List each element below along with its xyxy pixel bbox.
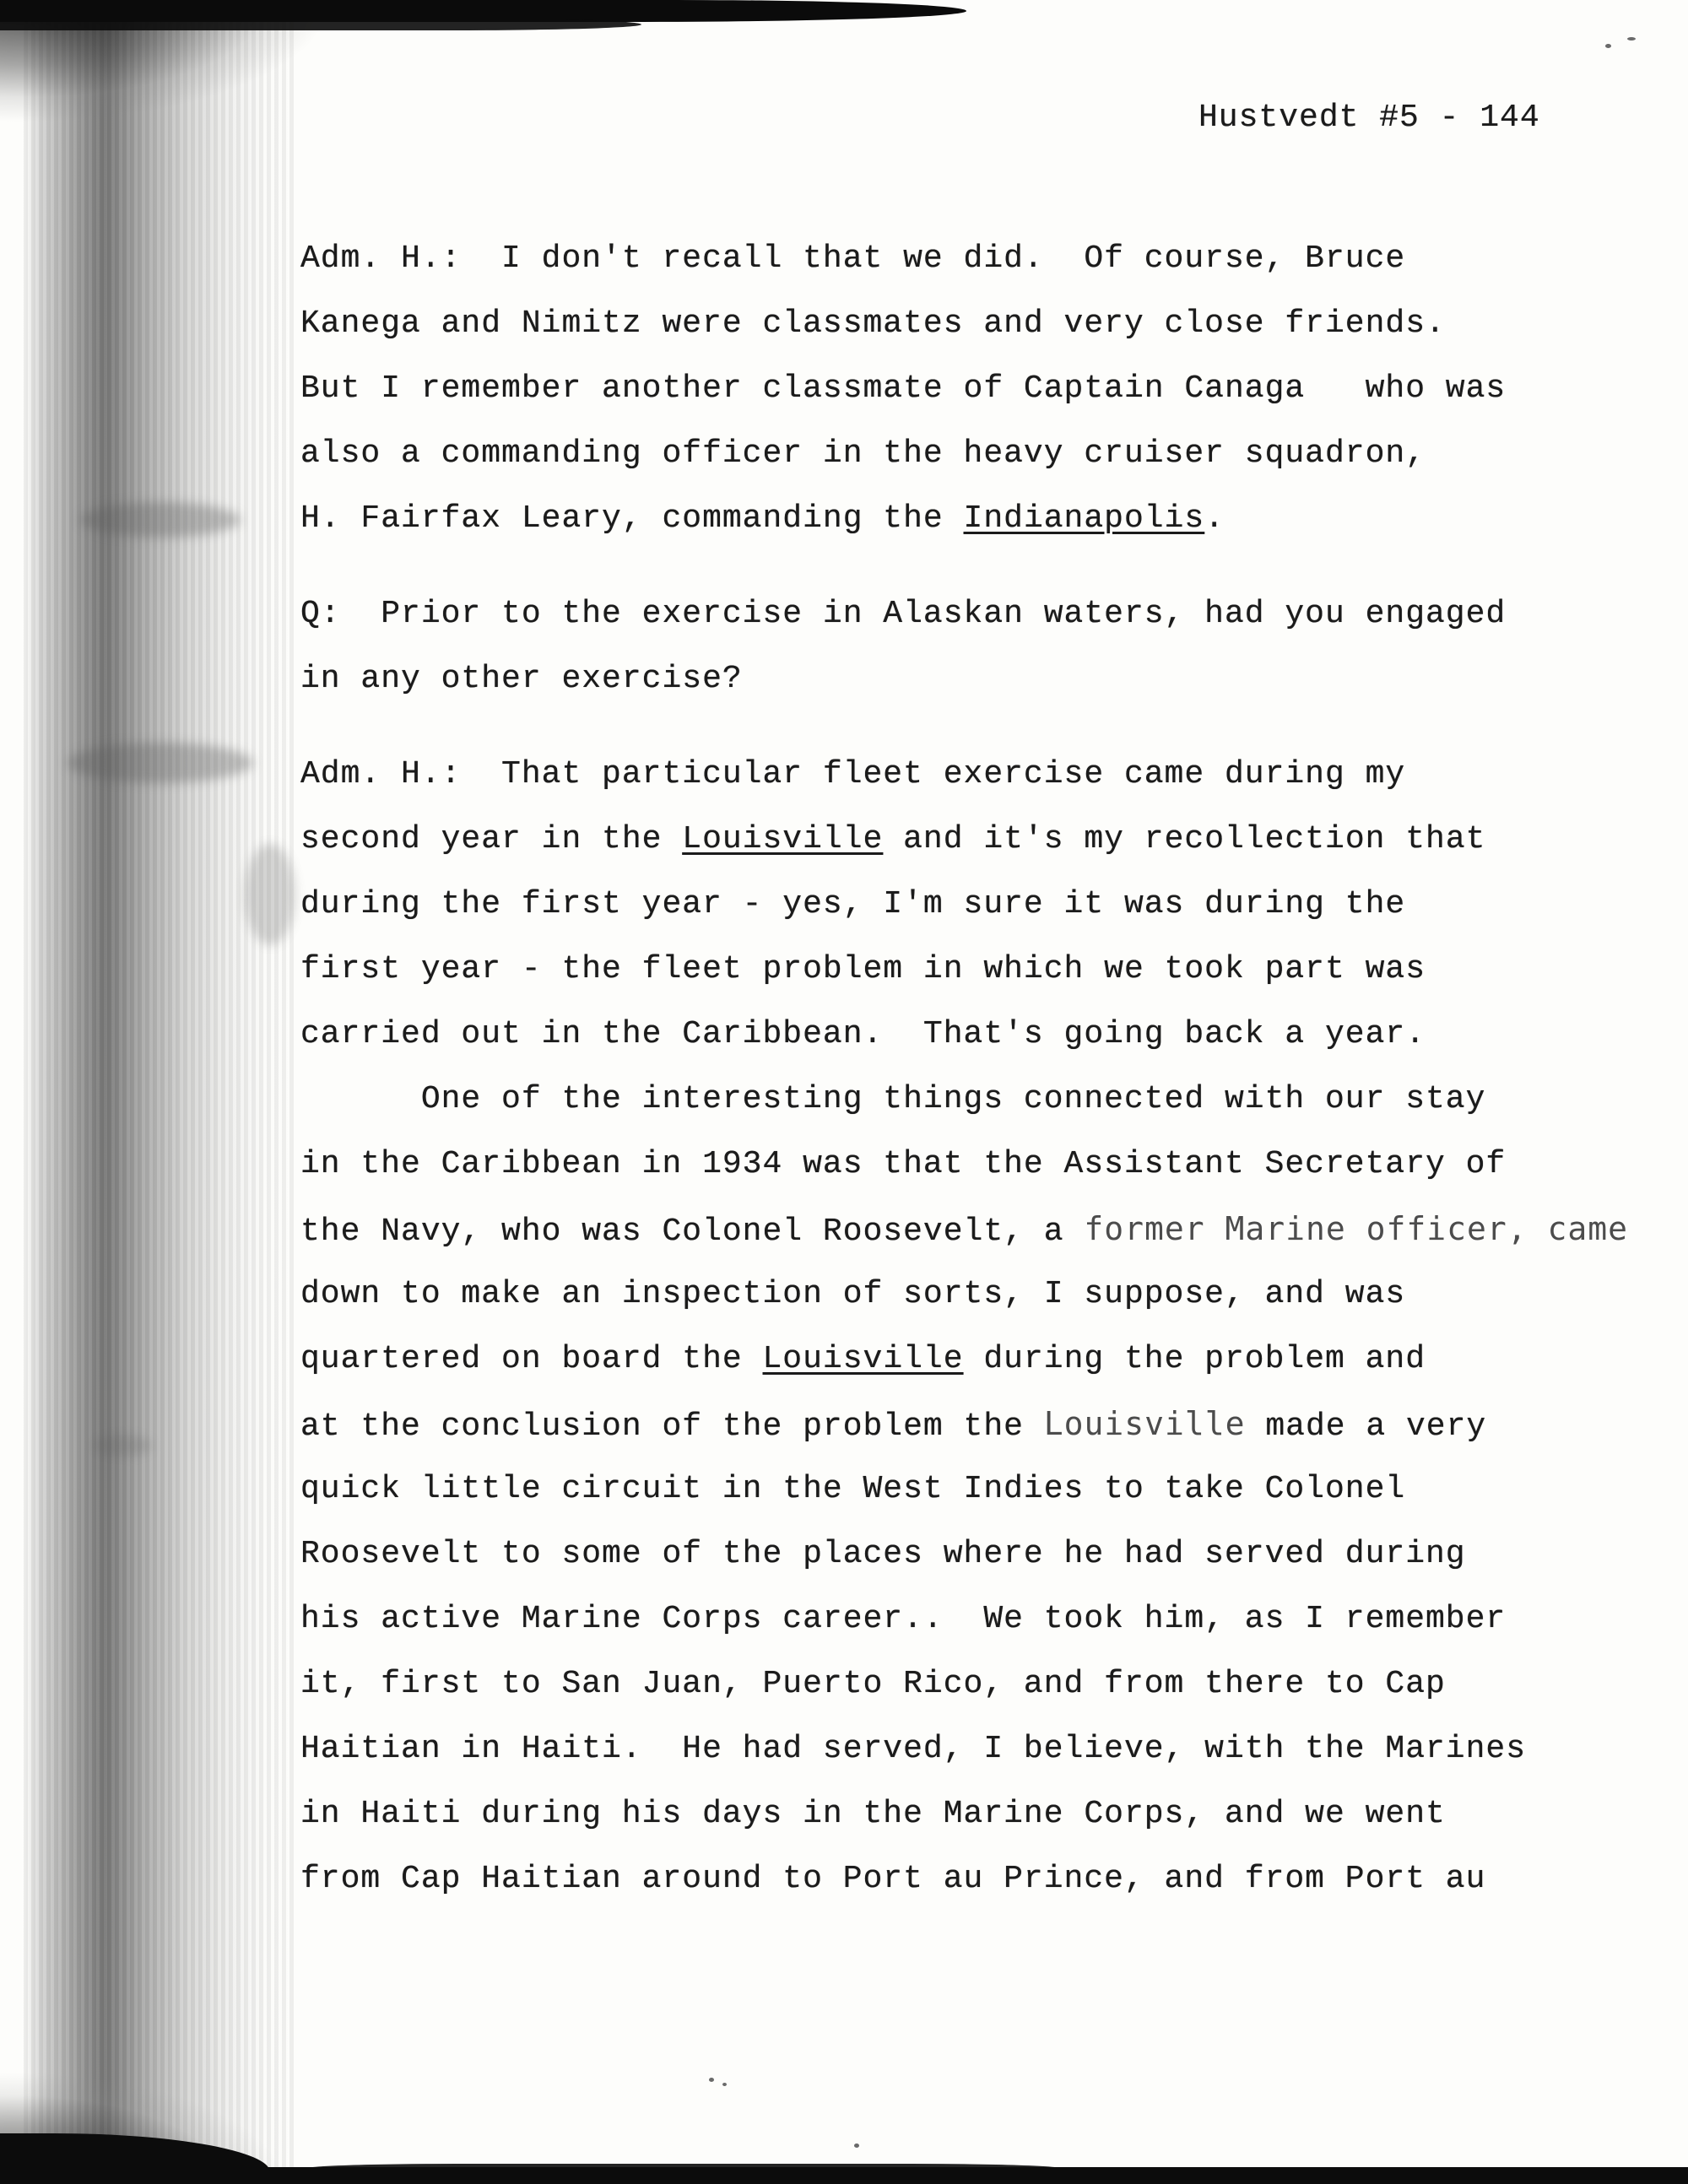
underlined-ship-name: Indianapolis bbox=[963, 500, 1205, 537]
book-binding-shadow bbox=[24, 0, 294, 2184]
text-line bbox=[300, 1781, 1646, 1846]
scan-speck bbox=[709, 2078, 714, 2082]
scan-speck bbox=[1627, 37, 1636, 41]
text-segment: carried out in the Caribbean. That's going back a year. bbox=[300, 1016, 1426, 1052]
text-line bbox=[300, 1392, 1646, 1457]
text-segment: during the first year - yes, I'm sure it was during the bbox=[300, 886, 1406, 922]
scan-black-edge-top bbox=[0, 0, 966, 22]
text-line bbox=[300, 356, 1646, 421]
text-segment: his active Marine Corps career.. We took him, as I remember bbox=[300, 1601, 1507, 1637]
text-segment: first year - the fleet problem in which we took part was bbox=[300, 951, 1426, 987]
text-segment: in any other exercise? bbox=[300, 661, 743, 697]
text-segment: . bbox=[1204, 500, 1225, 537]
page-header: Hustvedt #5 - 144 bbox=[1198, 100, 1540, 136]
text-line bbox=[300, 937, 1646, 1002]
text-line bbox=[300, 646, 1646, 711]
text-segment: Adm. H.: That particular fleet exercise came during my bbox=[300, 756, 1406, 792]
scan-speck bbox=[722, 2083, 727, 2086]
text-line bbox=[300, 1587, 1646, 1652]
text-line bbox=[300, 1652, 1646, 1716]
text-line bbox=[300, 1197, 1646, 1262]
text-segment: Haitian in Haiti. He had served, I believe, with the Marines bbox=[300, 1731, 1527, 1767]
text-line bbox=[300, 486, 1646, 551]
text-segment: Q: Prior to the exercise in Alaskan waters, had you engaged bbox=[300, 596, 1507, 632]
text-line bbox=[300, 1716, 1646, 1781]
text-line bbox=[300, 742, 1646, 807]
text-line bbox=[300, 1132, 1646, 1197]
scan-speck bbox=[1605, 44, 1611, 48]
scan-smudge bbox=[93, 1435, 152, 1457]
text-line bbox=[300, 1846, 1646, 1911]
text-segment: Roosevelt to some of the places where he had served during bbox=[300, 1536, 1466, 1572]
paragraph bbox=[300, 742, 1646, 1067]
text-segment: also a commanding officer in the heavy cruiser squadron, bbox=[300, 435, 1426, 472]
text-line bbox=[300, 1522, 1646, 1587]
underlined-ship-name: Louisville bbox=[762, 1341, 964, 1377]
paragraph bbox=[300, 226, 1646, 551]
text-segment: down to make an inspection of sorts, I suppose, and was bbox=[300, 1276, 1406, 1312]
text-line bbox=[300, 1067, 1646, 1132]
text-segment: in the Caribbean in 1934 was that the Assistant Secretary of bbox=[300, 1146, 1507, 1182]
text-line bbox=[300, 1457, 1646, 1522]
text-segment: from Cap Haitian around to Port au Prince, and from Port au bbox=[300, 1861, 1486, 1897]
text-segment: Louisville bbox=[1043, 1405, 1246, 1442]
text-segment: in Haiti during his days in the Marine Corps, and we went bbox=[300, 1796, 1446, 1832]
text-segment: the Navy, who was Colonel Roosevelt, a bbox=[300, 1214, 1085, 1250]
text-segment: at the conclusion of the problem the bbox=[300, 1408, 1044, 1445]
transcript-body bbox=[300, 226, 1646, 1911]
text-line bbox=[300, 1262, 1646, 1327]
text-segment: One of the interesting things connected with our stay bbox=[300, 1081, 1486, 1117]
scan-smudge bbox=[80, 502, 241, 538]
text-segment: But I remember another classmate of Captain Canaga who was bbox=[300, 370, 1507, 407]
text-line bbox=[300, 226, 1646, 291]
text-line bbox=[300, 1002, 1646, 1067]
text-line bbox=[300, 1327, 1646, 1392]
scan-black-edge-bottom bbox=[0, 2167, 1688, 2184]
scan-smudge bbox=[245, 844, 295, 945]
text-line bbox=[300, 421, 1646, 486]
text-segment: second year in the bbox=[300, 821, 683, 857]
text-segment: Adm. H.: I don't recall that we did. Of course, Bruce bbox=[300, 241, 1406, 277]
text-line bbox=[300, 807, 1646, 872]
text-segment: quartered on board the bbox=[300, 1341, 763, 1377]
text-segment: quick little circuit in the West Indies to take Colonel bbox=[300, 1471, 1406, 1507]
text-segment: made a very bbox=[1245, 1408, 1487, 1445]
text-segment: and it's my recollection that bbox=[883, 821, 1486, 857]
text-segment: it, first to San Juan, Puerto Rico, and from there to Cap bbox=[300, 1666, 1446, 1702]
paragraph bbox=[300, 581, 1646, 711]
text-line bbox=[300, 872, 1646, 937]
paragraph bbox=[300, 1067, 1646, 1911]
text-segment: during the problem and bbox=[963, 1341, 1426, 1377]
text-segment: Kanega and Nimitz were classmates and very close friends. bbox=[300, 305, 1446, 342]
text-segment: H. Fairfax Leary, commanding the bbox=[300, 500, 964, 537]
scan-speck bbox=[854, 2143, 859, 2148]
text-line bbox=[300, 291, 1646, 356]
underlined-ship-name: Louisville bbox=[682, 821, 884, 857]
scan-smudge bbox=[68, 743, 253, 783]
text-line bbox=[300, 581, 1646, 646]
text-segment: former Marine officer, came bbox=[1084, 1210, 1629, 1247]
